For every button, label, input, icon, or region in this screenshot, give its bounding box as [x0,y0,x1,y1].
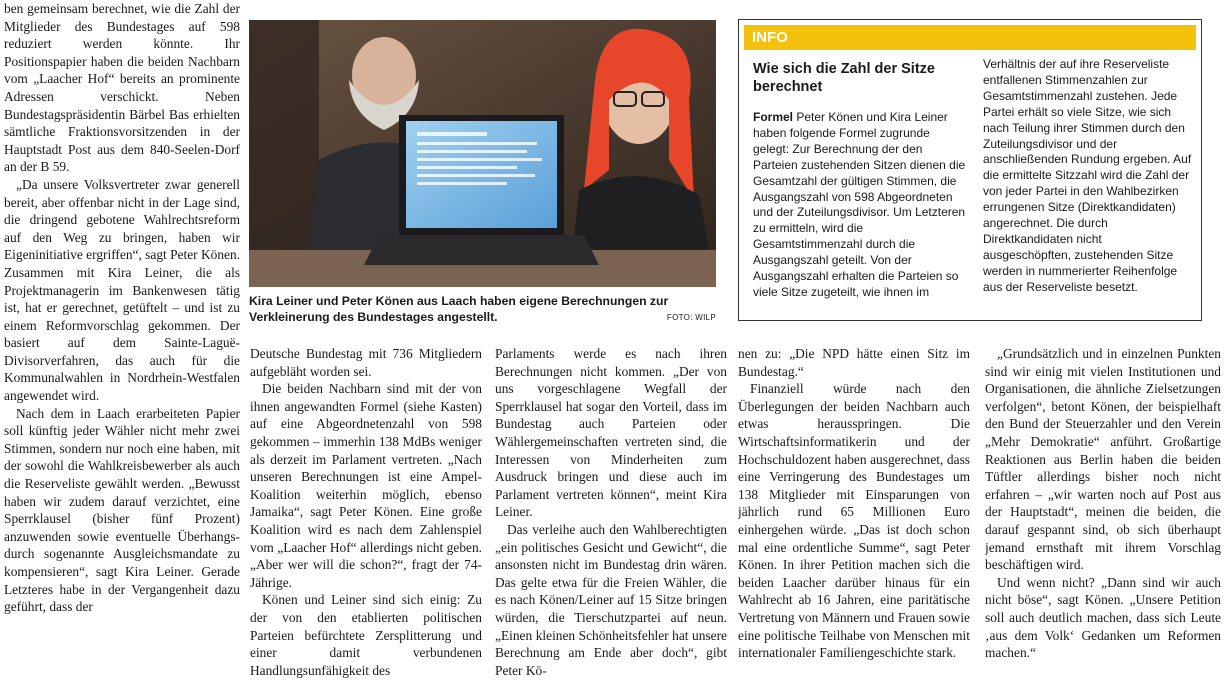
article-photo [249,20,716,287]
article-column-3 [495,345,727,699]
info-title: Wie sich die Zahl der Sitze berechnet [753,61,935,95]
paragraph: ben gemeinsam berechnet, wie die Zahl der Mitglieder des Bundestages auf 598 reduziert werden könnte. Ihr Positionspapier haben die beiden Nachbarn vom „Laacher Hof“ bereits an prominente Adressen verschickt. Neben Bundestagspräsidentin Bärbel Bas erhielten sämtliche Fraktionsvorsitzenden in der Hauptstadt Post aus dem 840-Seelen-Dorf an der B 59. [4,1,240,175]
paragraph: Parlaments werde es nach ihren Berechnungen nicht kommen. „Der von uns vorgeschlagene Wegfall der Sperrklausel hat sogar den Vorteil, dass im Bundestag auch Parteien oder Wählergemeinschaften vertreten sind, die Interessen von Minderheiten zum Ausdruck bringen und diese auch im Parlament vertreten können“, meint Kira Leiner. [495,346,727,520]
article-column-5 [985,345,1221,699]
article-column-4 [738,345,970,699]
paragraph: „Grundsätzlich und in einzelnen Punkten sind wir einig mit vielen Institutionen und Organisationen, die ähnliche Zielsetzungen verfolgen“, betont Könen, der beispielhaft den Bund der Steuerzahler und den Verein „Mehr Demokratie“ anführt. Großartige Reaktionen aus Berlin haben die beiden Tüftler allerdings bisher noch nicht erfahren – „wir warten noch auf Post aus der Hauptstadt“, meinen die beiden, die darauf gespannt sind, ob sich überhaupt jemand ernsthaft mit ihrem Vorschlag beschäftigen wird. [985,346,1221,573]
info-text-left [753,110,968,301]
info-label: INFO [744,25,1196,50]
info-box [738,19,1202,321]
paragraph: Finanziell würde nach den Überlegungen der beiden Nachbarn auch etwas herausspringen. Die Wirtschaftsinformatikerin und der Hochschuldozent haben ausgerechnet, dass eine Verringerung des Bundestages um 138 Mitglieder mit Einsparungen von jährlich rund 65 Millionen Euro einhergehen würde. „Das ist doch schon mal eine ordentliche Summe“, sagt Peter Könen. In ihrer Petition machen sich die beiden Laacher darüber hinaus für ein Wahlrecht ab 16 Jahren, eine paritätische Vertretung von Männern und Frauen sowie eine politische Teilhabe von Menschen mit internationaler Familiengeschichte stark. [738,381,970,661]
info-text-right: Verhältnis der auf ihre Reserveliste entfallenen Stimmenzahlen zur Gesamtstimmenzahl zustehen. Jede Partei erhält so viele Sitze, wie sich nach Teilung ihrer Stimmen durch den Zuteilungsdivisor und der anschließenden Rundung ergeben. Auf die ermittelte Sitzzahl wird die Zahl der von jeder Partei in den Wahlbezirken errungenen Sitze (Direktkandidaten) angerechnet. Die durch Direktkandidaten nicht ausgeschöpften, zustehenden Sitze werden in nummerierter Reihenfolge aus der Reserveliste besetzt. [983,57,1192,294]
paragraph: Die beiden Nachbarn sind mit der von ihnen angewandten Formel (siehe Kasten) auf eine Abgeordnetenzahl von 598 gekommen – immerhin 138 MdBs weniger als derzeit im Parlament vertreten. „Nach unseren Berechnungen ist eine Ampel-Koalition weiterhin möglich, ebenso Jamaika“, sagt Peter Könen. Eine große Koalition wird es nach dem Zahlenspiel vom „Laacher Hof“ allerdings nicht geben. „Aber wer will die schon?“, fragt der 74-Jährige. [250,381,482,590]
photo-caption: Kira Leiner und Peter Könen aus Laach haben eigene Berechnungen zur Verkleinerung des Bundestages angestellt. [249,294,669,324]
article-column-1 [4,0,240,699]
paragraph: Nach dem in Laach erarbeiteten Papier soll künftig jeder Wähler nicht mehr zwei Stimmen, sondern nur noch eine haben, mit der sowohl die Wahlkreisbewerber als auch die Reserveliste gewählt werden. „Bewusst haben wir zudem darauf verzichtet, eine Sperrklausel (bisher fünf Prozent) anzuwenden sowie eventuelle Überhangs- durch sogenannte Ausgleichsmandate zu kompensieren“, sagt Kira Leiner. Gerade Letzteres habe in der Vergangenheit dazu geführt, dass der [4,405,240,615]
photo-credit: FOTO: WILP [666,313,716,322]
info-body-left: Peter Könen und Kira Leiner haben folgende Formel zugrunde gelegt: Zur Berechnung der den Parteien zustehenden Sitzen dienen die Gesamtzahl der gültigen Stimmen, die Ausgangszahl von 598 Abgeordneten und der Zuteilungsdivisor. Um Letzteren zu ermitteln, wird die Gesamtstimmenzahl durch die Ausgangszahl geteilt. Von der Ausgangszahl erhalten die Parteien so viele Sitze zugeteilt, wie ihnen im [753,110,966,299]
article-column-2 [250,345,482,699]
paragraph: Könen und Leiner sind sich einig: Zu der von den etablierten politischen Parteien befürchtete Zersplitterung und einer damit verbundenen Handlungsunfähigkeit des [250,592,482,678]
paragraph: „Da unsere Volksvertreter zwar generell bereit, aber offenbar nicht in der Lage sind, die dringend gebotene Wahlrechtsreform auf den Weg zu bringen, haben wir Eigeninitiative ergriffen“, sagt Peter Könen. Zusammen mit Kira Leiner, die als Projektmanagerin im Bankenwesen tätig ist, hat er gerechnet, getüftelt – und ist zu einem Reformvorschlag gekommen. Der basiert auf dem Sainte-Laguë-Divisorverfahren, das auch für die Kommunalwahlen in Nordrhein-Westfalen angewendet wird. [4,176,240,404]
paragraph: Deutsche Bundestag mit 736 Mitgliedern aufgebläht worden sei. [250,346,482,379]
paragraph: nen zu: „Die NPD hätte einen Sitz im Bundestag.“ [738,346,970,379]
paragraph: Und wenn nicht? „Dann sind wir auch nicht böse“, sagt Könen. „Unsere Petition soll auch deutlich machen, dass sich Leute ‚aus dem Volk‘ Gedanken um Reformen machen.“ [985,574,1221,661]
info-lead: Formel [753,110,794,124]
paragraph: Das verleihe auch den Wahlberechtigten „ein politisches Gesicht und Gewicht“, die ansonsten nicht im Bundestag drin wären. Das gelte etwa für die Freien Wähler, die es nach Könen/Leiner auf 15 Sitze bringen würden, die Tierschutzpartei auf neun. „Einen kleinen Schönheitsfehler hat unsere Berechnung am Ende aber doch“, gibt Peter Kö- [495,521,727,678]
